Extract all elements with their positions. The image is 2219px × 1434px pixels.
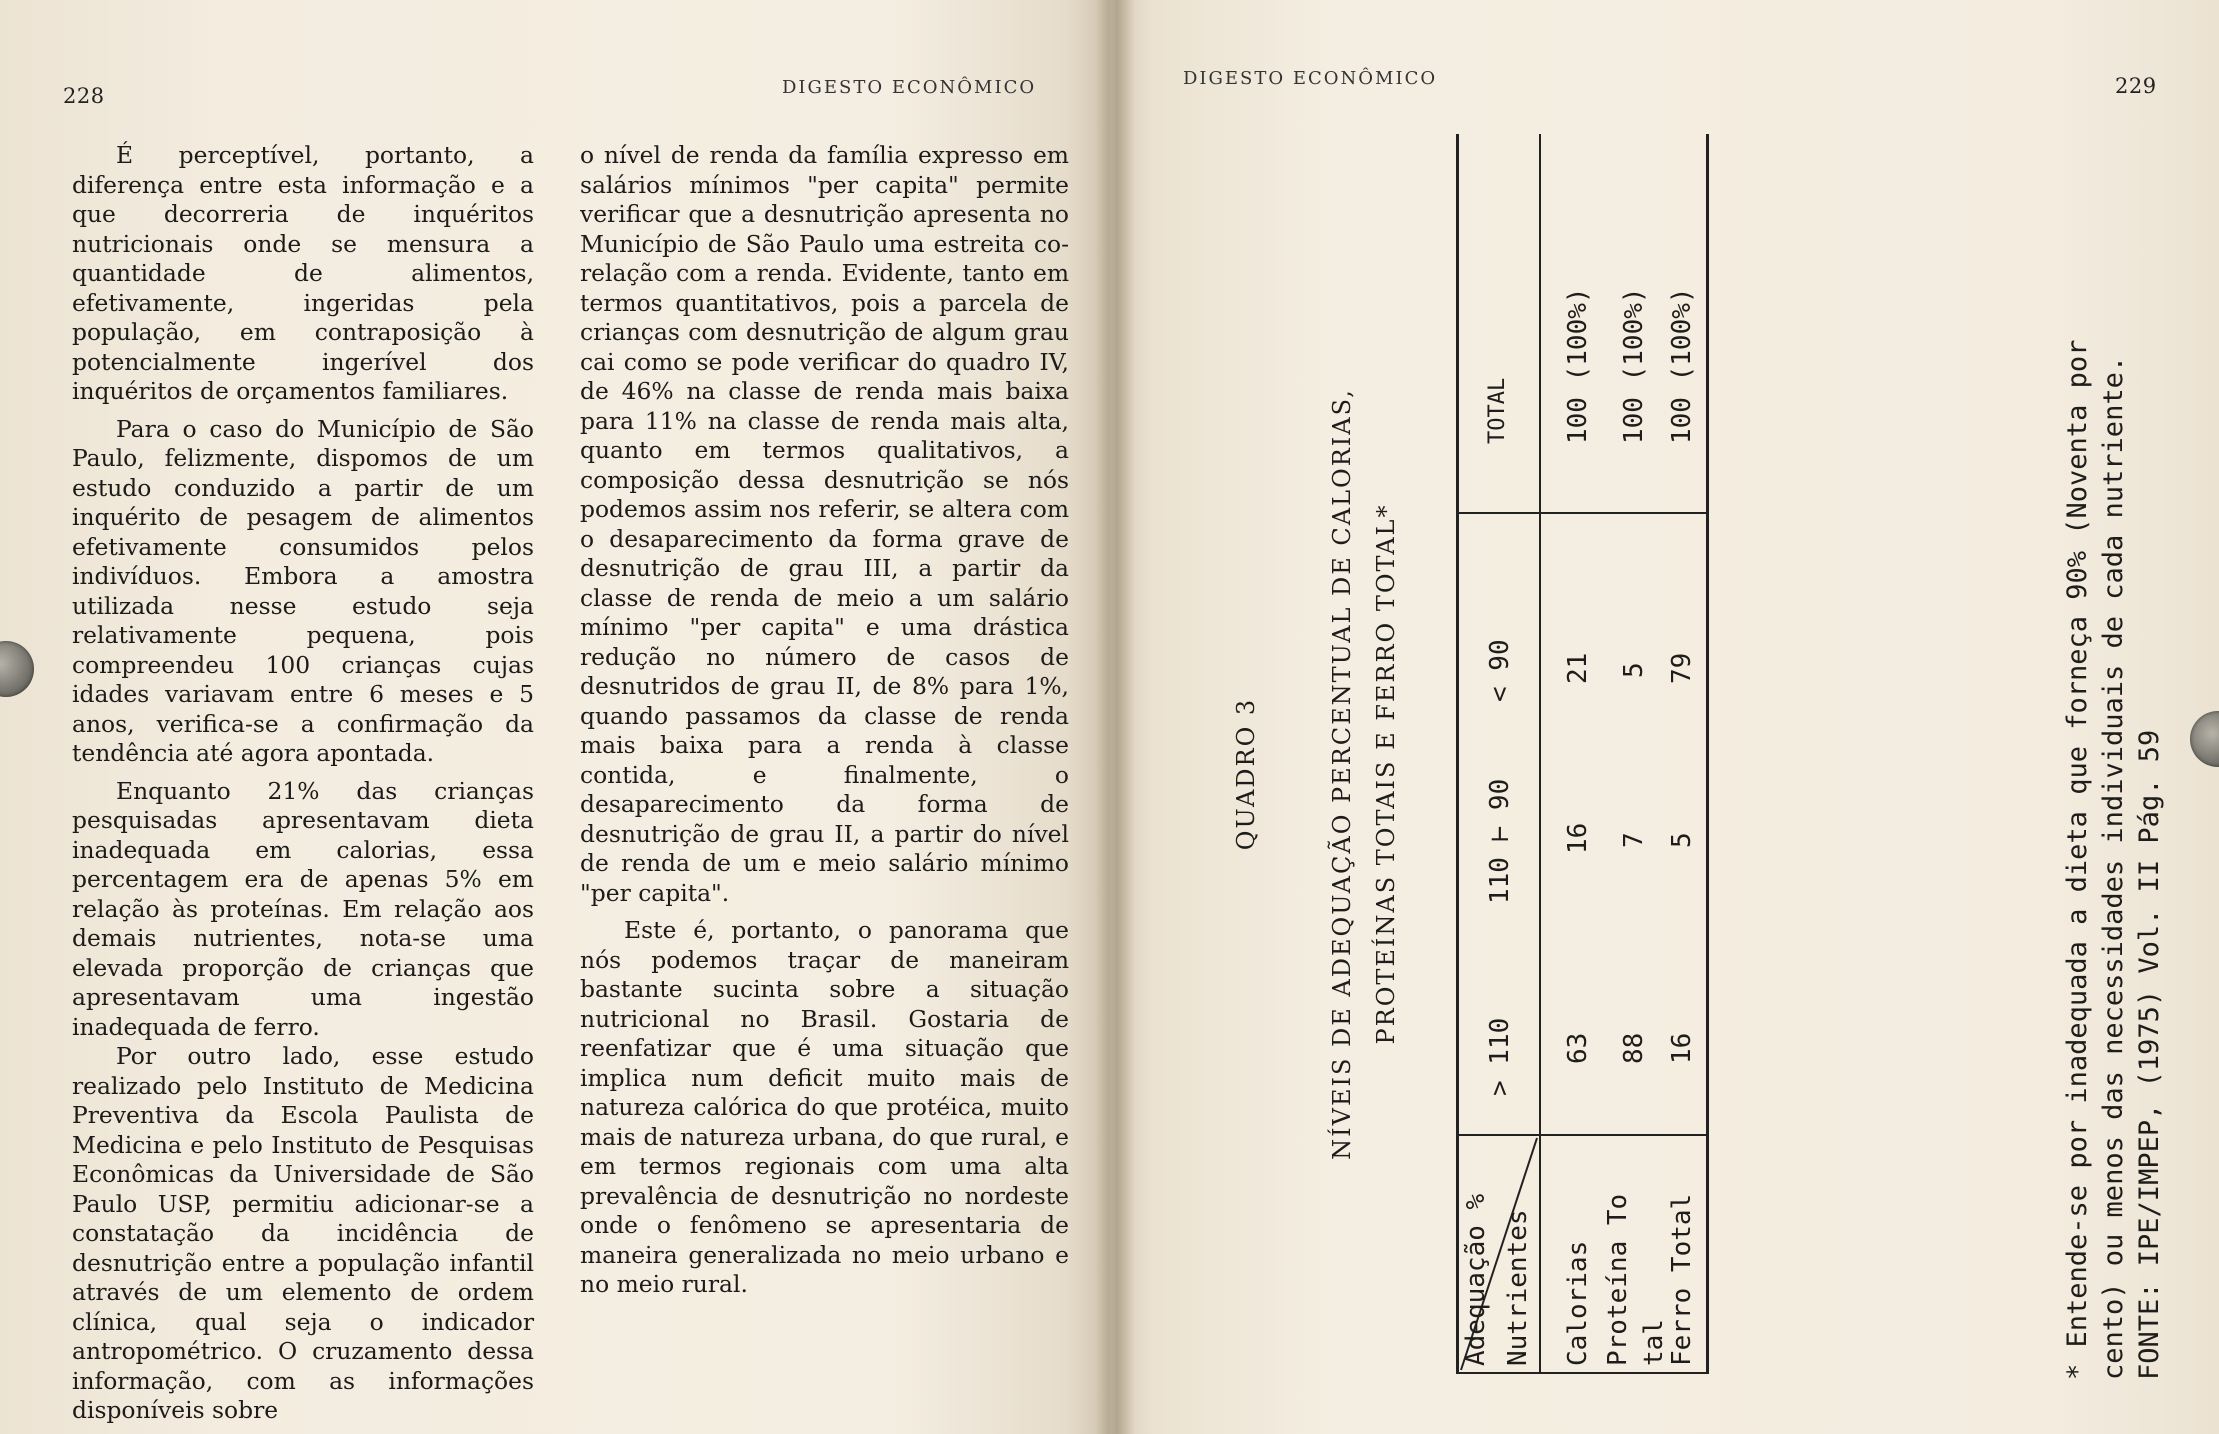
table-cell: 7 xyxy=(1619,832,1649,848)
column-header-total: TOTAL xyxy=(1485,377,1510,444)
row-label: Proteína To xyxy=(1603,1193,1633,1366)
table-cell: 79 xyxy=(1667,652,1697,684)
footnote-line2: cento) ou menos das necessidades individuais de cada nutriente. xyxy=(2098,355,2129,1380)
page-number-left: 228 xyxy=(63,84,105,108)
row-label: Calorias xyxy=(1563,1240,1593,1366)
paragraph: Este é, portanto, o panorama que nós podemos traçar de maneiram bastante sucinta sobre a situação nutricional no Brasil. Gostaria de reenfatizar que é uma situação que implica num deficit muito mais de natureza calórica do que protéica, muito mais de natureza urbana, do que rural, e em termos regionais com uma alta prevalência de desnutrição no nordeste onde o fenômeno se apresentaria de maneira generalizada no meio urbano e no meio rural. xyxy=(580,916,1069,1298)
table-cell: 63 xyxy=(1563,1032,1593,1064)
text-column-2 xyxy=(580,141,1069,1300)
paragraph: Por outro lado, esse estudo realizado pelo Instituto de Medicina Preventiva da Escola Paulista de Medicina e pelo Instituto de Pesquisas Econômicas da Universidade de São Paulo USP, permitiu adicionar-se a constatação da incidência de desnutrição entre a população infantil através de um elemento de ordem clínica, qual seja o indicador antropométrico. O cruzamento dessa informação, com as informações disponíveis sobre xyxy=(72,1042,534,1424)
paragraph: Para o caso do Município de São Paulo, felizmente, dispomos de um estudo conduzido a partir de um inquérito de pesagem de alimentos efetivamente consumidos pelos indivíduos. Embora a amostra utilizada nesse estudo seja relativamente pequena, pois compreendeu 100 crianças cujas idades variavam entre 6 meses e 5 anos, verifica-se a confirmação da tendência até agora apontada. xyxy=(72,414,534,767)
quadro-label: QUADRO 3 xyxy=(1232,697,1260,851)
quadro-table xyxy=(1456,134,1709,1374)
corner-header-top: Adequação % xyxy=(1461,1193,1491,1366)
running-head-right: DIGESTO ECONÔMICO xyxy=(1183,68,1438,89)
table-column-divider xyxy=(1459,512,1706,514)
table-cell: 5 xyxy=(1667,832,1697,848)
page-number-right: 229 xyxy=(2115,74,2157,98)
corner-header-bottom: Nutrientes xyxy=(1503,1209,1533,1366)
row-label-cont: tal xyxy=(1639,1319,1669,1366)
table-cell: 100 (100%) xyxy=(1667,287,1697,444)
paragraph: É perceptível, portanto, a diferença entre esta informação e a que decorreria de inquéritos nutricionais onde se mensura a quantidade de alimentos, efetivamente, ingeridas pela população, em contraposição à potencialmente ingerível dos inquéritos de orçamentos familiares. xyxy=(72,141,534,405)
paragraph: o nível de renda da família expresso em salários mínimos "per capita" permite verificar que a desnutrição apresenta no Município de São Paulo uma estreita co-relação com a renda. Evidente, tanto em termos quantitativos, pois a parcela de crianças com desnutrição de algum grau cai como se pode verificar do quadro IV, de 46% na classe de renda mais baixa para 11% na classe de renda mais alta, quanto em termos qualitativos, a composição dessa desnutrição se nós podemos assim nos referir, se altera com o desaparecimento da forma grave de desnutrição de grau III, a partir da classe de renda de meio a um salário mínimo "per capita" e uma drástica redução no número de casos de desnutridos de grau II, de 8% para 1%, quando passamos da classe de renda mais baixa para a renda à classe contida, e finalmente, o desaparecimento da forma de desnutrição de grau II, a partir do nível de renda de um e meio salário mínimo "per capita". xyxy=(580,141,1069,907)
column-header: 110 ⊢ 90 xyxy=(1485,778,1515,904)
quadro-title-line1: NÍVEIS DE ADEQUAÇÃO PERCENTUAL DE CALORIAS, xyxy=(1328,388,1356,1160)
table-cell: 21 xyxy=(1563,652,1593,684)
quadro-title-line2: PROTEÍNAS TOTAIS E FERRO TOTAL* xyxy=(1372,503,1400,1045)
column-header: < 90 xyxy=(1485,639,1515,702)
column-header: > 110 xyxy=(1485,1017,1515,1096)
paragraph: Enquanto 21% das crianças pesquisadas apresentavam dieta inadequada em calorias, essa percentagem era de apenas 5% em relação às proteínas. Em relação aos demais nutrientes, nota-se uma elevada proporção de crianças que apresentavam uma ingestão inadequada de ferro. xyxy=(72,776,534,1041)
table-cell: 16 xyxy=(1563,822,1593,854)
rotated-quadro-block xyxy=(1146,130,2196,1418)
running-head-left: DIGESTO ECONÔMICO xyxy=(782,77,1037,98)
table-cell: 100 (100%) xyxy=(1619,287,1649,444)
table-cell: 5 xyxy=(1619,662,1649,678)
table-cell: 16 xyxy=(1667,1032,1697,1064)
table-cell: 88 xyxy=(1619,1032,1649,1064)
table-cell: 100 (100%) xyxy=(1563,287,1593,444)
text-column-1 xyxy=(72,141,534,1426)
footnote-line1: * Entende-se por inadequada a dieta que forneça 90% (Noventa por xyxy=(2062,339,2093,1380)
table-header-divider xyxy=(1539,134,1541,1374)
book-gutter xyxy=(1095,0,1135,1434)
row-label: Ferro Total xyxy=(1667,1193,1697,1366)
footnote-source: FONTE: IPE/IMPEP, (1975) Vol. II Pág. 59 xyxy=(2134,729,2165,1380)
